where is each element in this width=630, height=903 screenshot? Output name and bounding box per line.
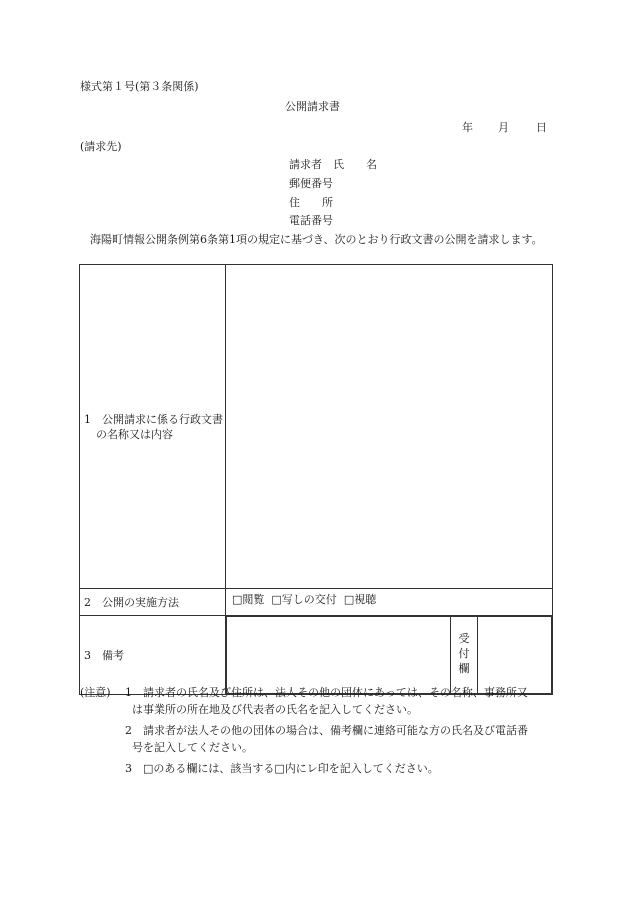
remarks-inner-table [226, 616, 552, 694]
receipt-char-3: 欄 [458, 662, 470, 675]
remarks-field[interactable] [227, 617, 451, 694]
requester-phone-label: 電話番号 [289, 214, 333, 227]
method-options [226, 589, 553, 616]
option-view-checkbox[interactable]: □閲覧 [232, 593, 265, 606]
receipt-stamp-field [478, 617, 552, 694]
receipt-label [451, 617, 478, 694]
note-text-line2: は事業所の所在地及び代表者の氏名を記入してください。 [132, 703, 418, 716]
document-title: 公開請求書 [285, 100, 340, 113]
option-audiovisual-checkbox[interactable]: □視聴 [343, 593, 377, 606]
notes-heading: (注意) [80, 686, 111, 699]
note-text-line1: 請求者が法人その他の団体の場合は、備考欄に連絡可能な方の氏名及び電話番 [143, 724, 528, 737]
recipient-label: (請求先) [80, 140, 122, 153]
method-label-cell [80, 589, 226, 616]
note-number: 2 [125, 724, 132, 737]
requester-postal-label: 郵便番号 [289, 177, 333, 190]
note-item [80, 684, 560, 722]
notes-section [80, 684, 560, 780]
note-text-line1: □のある欄には、該当する□内にレ印を記入してください。 [143, 762, 439, 775]
requester-address-label: 住 所 [289, 196, 333, 209]
date-day-label: 日 [536, 121, 547, 134]
remarks-container [226, 616, 553, 695]
date-year-label: 年 [462, 121, 473, 134]
note-number: 3 [125, 762, 132, 775]
remarks-label-cell [80, 616, 226, 695]
form-number: 様式第１号(第３条関係) [80, 80, 199, 93]
intro-paragraph: 海陽町情報公開条例第6条第1項の規定に基づき、次のとおり行政文書の公開を請求します。 [90, 233, 543, 246]
option-copy-checkbox[interactable]: □写しの交付 [271, 593, 337, 606]
note-number: 1 [125, 686, 132, 699]
document-name-label-cell [80, 265, 226, 589]
requester-name-label: 請求者 氏 名 [289, 158, 377, 171]
note-text-line2: 号を記入してください。 [132, 741, 253, 754]
remarks-label: 3 備考 [84, 648, 124, 662]
note-text-line1: 請求者の氏名及び住所は、法人その他の団体にあっては、その名称、事務所又 [143, 686, 528, 699]
note-item [80, 760, 560, 780]
note-item [80, 722, 560, 760]
receipt-char-1: 受 [458, 632, 470, 645]
document-name-field[interactable] [226, 265, 553, 589]
method-label: 2 公開の実施方法 [84, 595, 179, 609]
date-month-label: 月 [498, 121, 509, 134]
receipt-char-2: 付 [458, 647, 470, 660]
document-name-label: 1 公開請求に係る行政文書の名称又は内容 [84, 412, 223, 441]
request-form-table [79, 264, 553, 695]
date-line [462, 121, 547, 135]
